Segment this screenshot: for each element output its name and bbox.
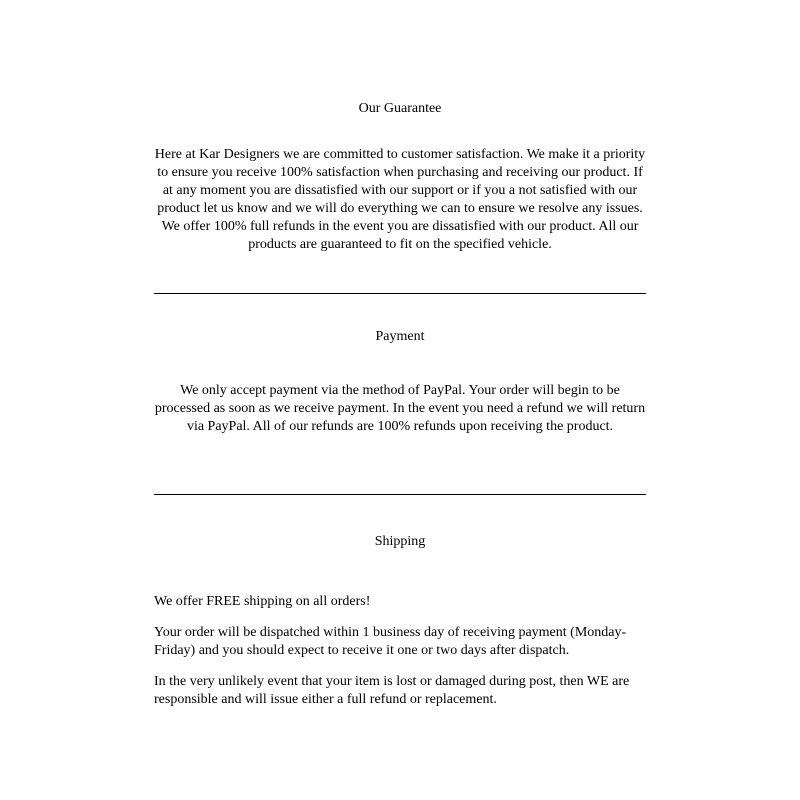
shipping-paragraph: We offer FREE shipping on all orders! <box>154 594 371 609</box>
policy-document <box>154 0 646 709</box>
section-divider <box>154 293 646 294</box>
guarantee-section <box>154 100 646 254</box>
shipping-section <box>154 533 646 709</box>
section-divider <box>154 494 646 495</box>
guarantee-body-text: Here at Kar Designers we are committed to customer satisfaction. We make it a priority to ensure you receive 100% satisfaction when purchasing and receiving our product. If at any moment you are dissatisfied with our support or if you a not satisfied with our product let us know and we will do everything we can to ensure we resolve any issues. We offer 100% full refunds in the event you are dissatisfied with our product. All our products are guaranteed to fit on the specified vehicle. <box>154 147 646 252</box>
guarantee-section-title: Our Guarantee <box>358 101 442 116</box>
shipping-paragraph: In the very unlikely event that your item is lost or damaged during post, then WE are responsible and will issue either a full refund or replacement. <box>154 674 630 707</box>
payment-section <box>154 328 646 436</box>
shipping-paragraph: Your order will be dispatched within 1 business day of receiving payment (Monday-Friday) and you should expect to receive it one or two days after dispatch. <box>154 625 627 658</box>
shipping-section-title: Shipping <box>374 534 426 549</box>
payment-body-text: We only accept payment via the method of PayPal. Your order will begin to be processed as soon as we receive payment. In the event you need a refund we will return via PayPal. All of our refunds are 100% refunds upon receiving the product. <box>154 383 646 434</box>
payment-section-title: Payment <box>375 329 425 344</box>
